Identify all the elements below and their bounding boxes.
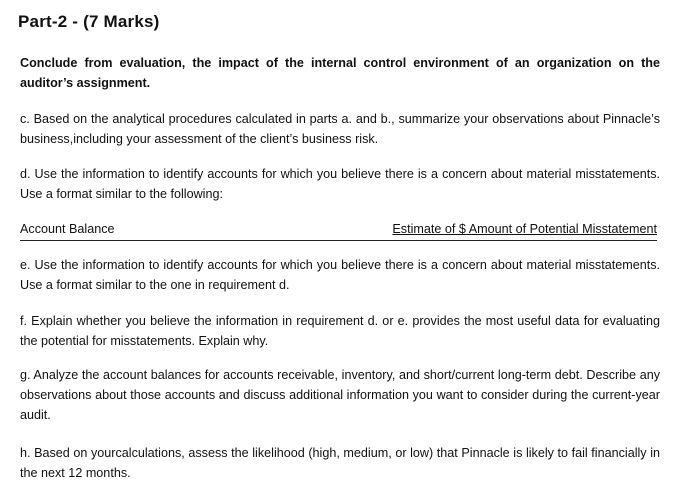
requirement-h: h. Based on yourcalculations, assess the likelihood (high, medium, or low) that Pinnacle is likely to fail financially in the next 12 months. bbox=[20, 446, 660, 480]
requirement-c: c. Based on the analytical procedures calculated in parts a. and b., summarize your observations about Pinnacle’s business,including your assessment of the client’s business risk. bbox=[20, 112, 660, 146]
requirement-g: g. Analyze the account balances for accounts receivable, inventory, and short/current long-term debt. Describe any observations about those accounts and discuss additional information you want to consider during the current-year audit. bbox=[20, 368, 660, 422]
requirement-e: e. Use the information to identify accounts for which you believe there is a concern about material misstatements. Use a format similar to the one in requirement d. bbox=[20, 258, 660, 292]
column-potential-misstatement: Estimate of $ Amount of Potential Misstatement bbox=[392, 222, 657, 236]
column-account-balance: Account Balance bbox=[20, 222, 115, 236]
format-table-header bbox=[20, 222, 657, 241]
requirement-f: f. Explain whether you believe the information in requirement d. or e. provides the most useful data for evaluating the potential for misstatements. Explain why. bbox=[20, 314, 660, 348]
requirement-d: d. Use the information to identify accounts for which you believe there is a concern about material misstatements. Use a format similar to the following: bbox=[20, 167, 660, 201]
page-title: Part-2 - (7 Marks) bbox=[18, 12, 160, 31]
intro-paragraph: Conclude from evaluation, the impact of the internal control environment of an organization on the auditor’s assignment. bbox=[20, 56, 660, 90]
